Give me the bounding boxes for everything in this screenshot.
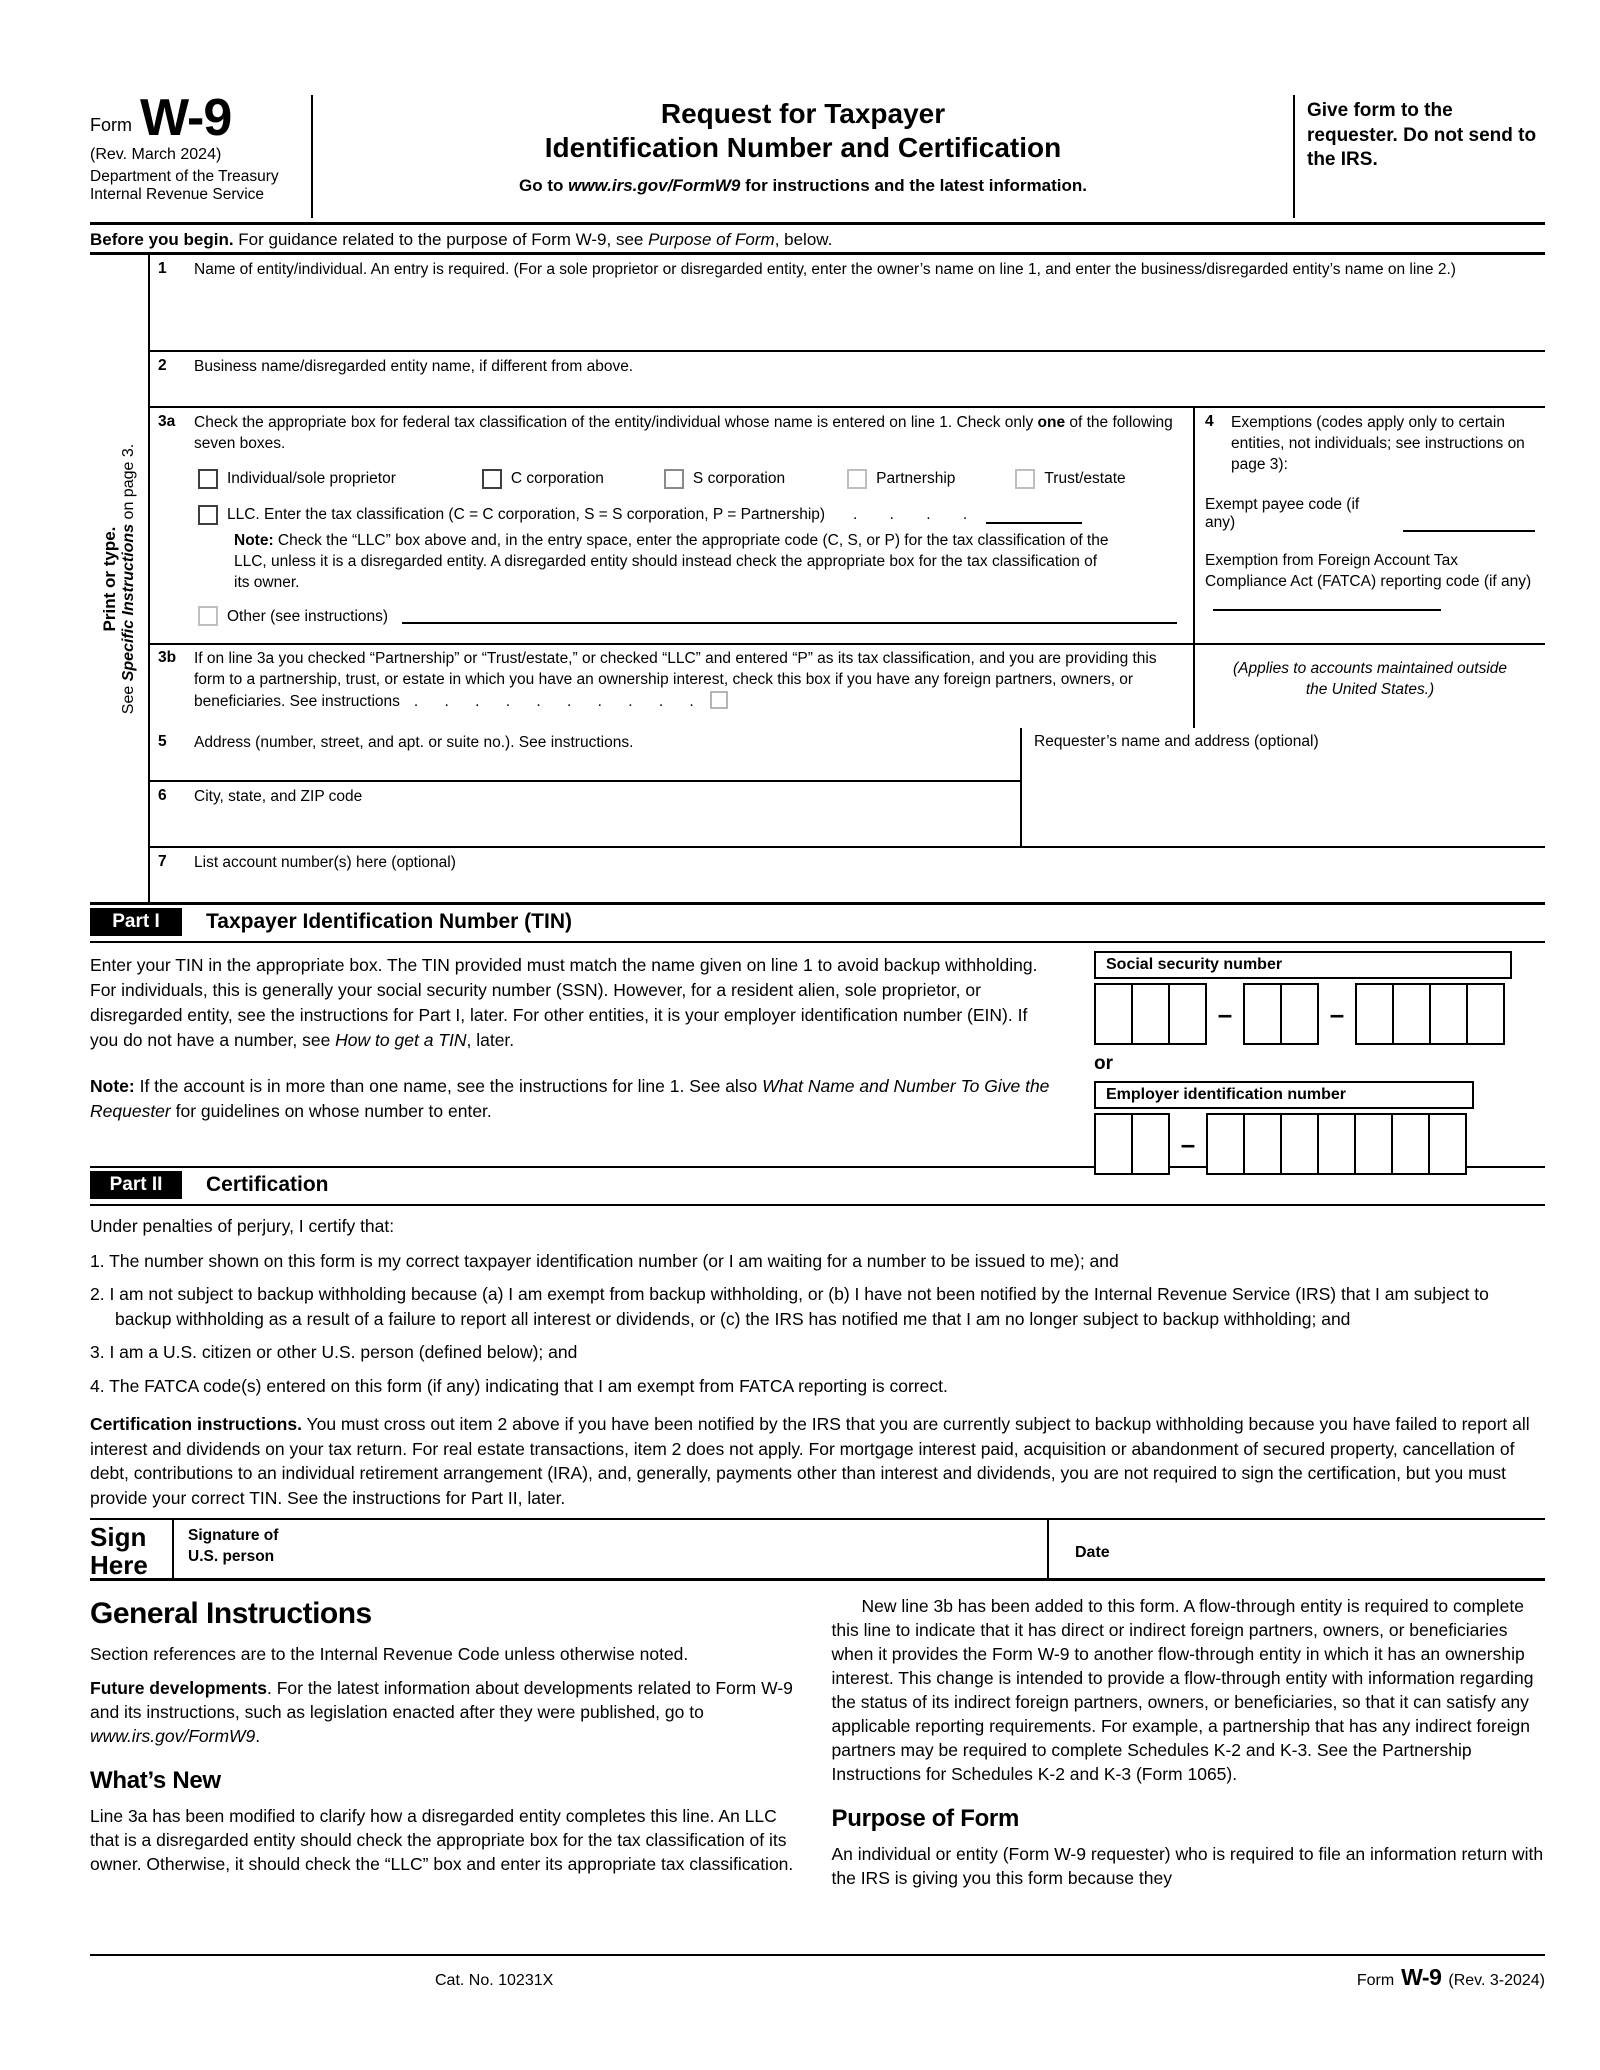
llc-note-text: Check the “LLC” box above and, in the entry space, enter the appropriate code (C, S, or P) for the tax classification of the LLC, unless it is a disregarded entity. A disregarded entity should instead check the appropriate box for the tax classification of its owner. bbox=[234, 531, 1109, 591]
department-label: Department of the Treasury bbox=[90, 167, 279, 185]
tin-instructions bbox=[90, 943, 1080, 1175]
sidebar-on-page: on page 3. bbox=[119, 443, 137, 524]
llc-label: LLC. Enter the tax classification (C = C corporation, S = S corporation, P = Partnership) bbox=[227, 505, 826, 523]
here-word: Here bbox=[90, 1550, 148, 1581]
general-instructions-heading: General Instructions bbox=[90, 1597, 372, 1630]
ssn-label-box: Social security number bbox=[1094, 951, 1512, 979]
llc-option-row bbox=[198, 505, 1183, 525]
certification-item-1: 1. The number shown on this form is my correct taxpayer identification number (or I am waiting for a number to be issued to me); and bbox=[90, 1250, 1119, 1271]
form-title-line1: Request for Taxpayer bbox=[660, 98, 946, 129]
line5-address-field[interactable] bbox=[150, 728, 1022, 782]
catalog-number: Cat. No. 10231X bbox=[435, 1972, 554, 1989]
print-or-type-label: Print or type. bbox=[100, 526, 120, 631]
other-option-row bbox=[198, 606, 1183, 626]
certification-instructions bbox=[90, 1412, 1545, 1510]
date-label: Date bbox=[1075, 1544, 1110, 1561]
fatca-row bbox=[1205, 550, 1535, 618]
line6-label: City, state, and ZIP code bbox=[194, 788, 363, 805]
fatca-label: Exemption from Foreign Account Tax Compliance Act (FATCA) reporting code (if any) bbox=[1205, 551, 1532, 591]
ssn-group2 bbox=[1243, 983, 1319, 1045]
line5-number: 5 bbox=[158, 733, 167, 750]
certification-item-3: 3. I am a U.S. citizen or other U.S. person (defined below); and bbox=[90, 1342, 578, 1362]
footer-form-revision: (Rev. 3-2024) bbox=[1448, 1972, 1545, 1989]
fatca-applies-note: (Applies to accounts maintained outside the United States.) bbox=[1233, 660, 1507, 698]
llc-note-bold: Note: bbox=[234, 531, 274, 549]
line1-number: 1 bbox=[158, 260, 167, 277]
footer-form-id bbox=[1357, 1964, 1545, 1991]
ein-group2 bbox=[1206, 1113, 1467, 1175]
before-you-begin-line bbox=[90, 225, 1545, 255]
certification-section bbox=[90, 1206, 1545, 1510]
tin-body-post: , later. bbox=[466, 1029, 515, 1050]
exempt-payee-label: Exempt payee code (if any) bbox=[1205, 495, 1360, 531]
purpose-of-form-paragraph: An individual or entity (Form W-9 requester) who is required to file an information return with the IRS is giving you this form because they bbox=[831, 1843, 1544, 1888]
future-developments-bold: Future developments bbox=[90, 1677, 267, 1698]
page-footer bbox=[90, 1954, 1545, 1991]
ssn-cell[interactable] bbox=[1280, 983, 1319, 1045]
tin-note-bold: Note: bbox=[90, 1076, 135, 1097]
checkbox-trust-estate[interactable] bbox=[1015, 469, 1035, 489]
checkbox-other[interactable] bbox=[198, 606, 218, 626]
footer-form-number: W-9 bbox=[1401, 1964, 1442, 1990]
certification-instructions-bold: Certification instructions. bbox=[90, 1414, 302, 1434]
certification-intro: Under penalties of perjury, I certify that: bbox=[90, 1216, 395, 1236]
line2-label: Business name/disregarded entity name, if different from above. bbox=[194, 358, 634, 375]
line3a-label bbox=[194, 413, 1183, 455]
tax-classification-options bbox=[198, 469, 1183, 489]
form-revision: (Rev. March 2024) bbox=[90, 145, 222, 163]
general-instructions-section bbox=[90, 1581, 1545, 1954]
line1-label: Name of entity/individual. An entry is required. (For a sole proprietor or disregarded entity, enter the owner’s name on line 1, and enter the business/disregarded entity’s name on line 2.) bbox=[194, 261, 1456, 278]
line3b-dot-leaders: . . . . . . . . . . bbox=[413, 692, 694, 710]
ein-cell[interactable] bbox=[1131, 1113, 1170, 1175]
option-label-trust-estate: Trust/estate bbox=[1044, 469, 1126, 487]
line3a-number: 3a bbox=[158, 413, 176, 430]
form-title-block bbox=[313, 95, 1293, 218]
box4-number: 4 bbox=[1205, 413, 1214, 430]
purpose-of-form-ref: Purpose of Form bbox=[648, 230, 775, 249]
print-or-type-sidebar bbox=[90, 255, 148, 902]
ssn-cell[interactable] bbox=[1355, 983, 1394, 1045]
llc-note bbox=[234, 531, 1114, 594]
form-number: W-9 bbox=[140, 89, 232, 147]
line5-label: Address (number, street, and apt. or suite no.). See instructions. bbox=[194, 734, 634, 751]
tin-note-pre: If the account is in more than one name, see the instructions for line 1. See also bbox=[134, 1076, 763, 1097]
ssn-group1 bbox=[1094, 983, 1207, 1045]
line7-number: 7 bbox=[158, 853, 167, 870]
line6-city-state-zip-field[interactable] bbox=[150, 782, 1022, 846]
sign-word: Sign bbox=[90, 1522, 147, 1552]
instructions-left-column bbox=[90, 1595, 804, 1954]
form-title-line2: Identification Number and Certification bbox=[544, 131, 1062, 163]
certification-item-4: 4. The FATCA code(s) entered on this form (if any) indicating that I am exempt from FATCA reporting is correct. bbox=[90, 1375, 948, 1396]
llc-dot-leaders: . . . . bbox=[853, 505, 969, 523]
option-label-c-corporation: C corporation bbox=[510, 469, 604, 487]
ein-cell[interactable] bbox=[1317, 1113, 1356, 1175]
ein-cell[interactable] bbox=[1391, 1113, 1430, 1175]
option-partnership bbox=[847, 469, 955, 489]
before-you-begin-post: , below. bbox=[774, 230, 833, 249]
us-person-label: U.S. person bbox=[188, 1547, 275, 1565]
option-s-corporation bbox=[664, 469, 785, 489]
what-name-ref: What Name and Number To Give the Requester bbox=[90, 1076, 1050, 1122]
sidebar-rotated-text bbox=[100, 259, 138, 899]
form-fields-body bbox=[148, 255, 1545, 902]
line3a-tax-classification-cell bbox=[150, 408, 1195, 645]
line7-account-numbers-field[interactable] bbox=[150, 848, 1545, 907]
checkbox-s-corporation[interactable] bbox=[664, 469, 684, 489]
option-c-corporation bbox=[482, 469, 604, 489]
future-developments-post: . bbox=[255, 1725, 261, 1746]
ein-cell[interactable] bbox=[1428, 1113, 1467, 1175]
tin-section bbox=[90, 943, 1545, 1168]
option-label-partnership: Partnership bbox=[876, 469, 956, 487]
date-field[interactable] bbox=[1047, 1520, 1545, 1578]
line1-name-field[interactable] bbox=[150, 255, 1545, 352]
form-subtitle bbox=[329, 176, 1277, 196]
certification-instructions-text: You must cross out item 2 above if you have been notified by the IRS that you are currently subject to backup withholding because you have failed to report all interest and dividends on your tax return. For real estate transactions, item 2 does not apply. For mortgage interest paid, acquisition or abandonment of secured property, cancellation of debt, contributions to an individual retirement arrangement (IRA), and, generally, payments other than interest and dividends, you are not required to sign the certification, but you must provide your correct TIN. See the instructions for Part II, later. bbox=[90, 1414, 1530, 1508]
ein-cell[interactable] bbox=[1280, 1113, 1319, 1175]
section-references-paragraph: Section references are to the Internal Revenue Code unless otherwise noted. bbox=[90, 1644, 689, 1664]
box4-exemptions-cell bbox=[1195, 408, 1545, 645]
exempt-payee-code-entry[interactable] bbox=[1403, 514, 1535, 532]
ein-cell[interactable] bbox=[1206, 1113, 1245, 1175]
subtitle-post: for instructions and the latest information. bbox=[740, 176, 1087, 196]
option-trust-estate bbox=[1015, 469, 1125, 489]
tin-note-post: for guidelines on whose number to enter. bbox=[170, 1101, 492, 1122]
other-entry[interactable] bbox=[402, 608, 1177, 624]
future-developments-text: . For the latest information about developments related to Form W-9 and its instructions, such as legislation enacted after they were published, go to bbox=[90, 1677, 793, 1722]
checkbox-foreign-partners[interactable] bbox=[710, 691, 728, 709]
line3b-label bbox=[194, 649, 1183, 713]
instructions-right-column bbox=[832, 1595, 1546, 1954]
new-line3b-paragraph: New line 3b has been added to this form. A flow-through entity is required to complete this line to indicate that it has direct or indirect foreign partners, owners, or beneficiaries when it provides the Form W-9 to another flow-through entity in which it has an ownership interest. This change is intended to provide a flow-through entity with information regarding the status of its indirect foreign partners, owners, or beneficiaries, so that it can satisfy any applicable reporting requirements. For example, a partnership that has any indirect foreign partners may be required to complete Schedules K-2 and K-3. See the Partnership Instructions for Schedules K-2 and K-3 (Form 1065). bbox=[831, 1596, 1534, 1784]
checkbox-llc[interactable] bbox=[198, 505, 218, 525]
sidebar-see: See bbox=[119, 680, 137, 714]
requester-name-address-field[interactable] bbox=[1022, 728, 1545, 846]
part2-label: Part II bbox=[90, 1171, 182, 1199]
requester-label: Requester’s name and address (optional) bbox=[1034, 733, 1319, 750]
other-label: Other (see instructions) bbox=[227, 607, 389, 625]
option-label-individual: Individual/sole proprietor bbox=[227, 469, 396, 487]
before-you-begin-bold: Before you begin. bbox=[90, 230, 234, 249]
ein-cell[interactable] bbox=[1354, 1113, 1393, 1175]
line3a-label-pre: Check the appropriate box for federal tax classification of the entity/individual whose name is entered on line 1. Check only bbox=[194, 414, 1038, 431]
signature-of-label: Signature of bbox=[188, 1527, 279, 1544]
irs-url: www.irs.gov/FormW9 bbox=[568, 176, 741, 196]
line3a-label-post: of the following seven boxes. bbox=[194, 414, 1173, 452]
give-form-note: Give form to the requester. Do not send to the IRS. bbox=[1293, 95, 1545, 218]
line3a-modified-paragraph: Line 3a has been modified to clarify how a disregarded entity completes this line. An LLC that is a disregarded entity should check the appropriate box for the tax classification of its owner. Otherwise, it should check the “LLC” box and enter its appropriate tax classification. bbox=[90, 1805, 794, 1874]
sign-here-label bbox=[90, 1520, 172, 1581]
form-word: Form bbox=[90, 114, 132, 135]
how-to-get-tin-ref: How to get a TIN bbox=[335, 1029, 467, 1050]
ssn-cell[interactable] bbox=[1094, 983, 1133, 1045]
exempt-payee-row bbox=[1205, 496, 1535, 532]
certification-item-2: 2. I am not subject to backup withholding because (a) I am exempt from backup withholding, or (b) I have not been notified by the Internal Revenue Service (IRS) that I am subject to backup withholding as a result of a failure to report all interest or dividends, or (c) the IRS has notified me that I am no longer subject to backup withholding; and bbox=[90, 1284, 1489, 1329]
line2-business-name-field[interactable] bbox=[150, 352, 1545, 408]
ssn-cell[interactable] bbox=[1131, 983, 1170, 1045]
purpose-of-form-heading: Purpose of Form bbox=[831, 1804, 1020, 1832]
llc-tax-code-entry[interactable] bbox=[986, 506, 1082, 524]
option-label-s-corporation: S corporation bbox=[692, 469, 786, 487]
line3b-foreign-partners-cell bbox=[150, 645, 1195, 728]
box4-label: Exemptions (codes apply only to certain entities, not individuals; see instructions on page 3): bbox=[1231, 414, 1525, 473]
option-individual-sole-proprietor bbox=[198, 469, 396, 489]
checkbox-individual-sole-proprietor[interactable] bbox=[198, 469, 218, 489]
tin-paragraph bbox=[90, 953, 1056, 1052]
see-specific-instructions-label bbox=[120, 259, 138, 899]
form-id-block bbox=[90, 89, 313, 218]
signature-field[interactable] bbox=[172, 1520, 1047, 1578]
ssn-cell[interactable] bbox=[1392, 983, 1431, 1045]
ein-cell[interactable] bbox=[1094, 1113, 1133, 1175]
tin-entry-area bbox=[1080, 943, 1545, 1175]
line6-number: 6 bbox=[158, 787, 167, 804]
ein-cells bbox=[1094, 1113, 1545, 1175]
ein-cell[interactable] bbox=[1243, 1113, 1282, 1175]
fatca-code-entry[interactable] bbox=[1213, 593, 1441, 611]
line7-label: List account number(s) here (optional) bbox=[194, 854, 456, 871]
signature-row bbox=[90, 1518, 1545, 1581]
agency-label: Internal Revenue Service bbox=[90, 185, 265, 203]
address-requester-grid bbox=[150, 728, 1545, 848]
line3b-text: If on line 3a you checked “Partnership” or “Trust/estate,” or checked “LLC” and entered “P” as its tax classification, and you are providing this form to a partnership, trust, or estate in which you have an ownership interest, check this box if you have any foreign partners, owners, or beneficiaries. See instructions bbox=[194, 650, 1157, 710]
line2-number: 2 bbox=[158, 357, 167, 374]
form-header bbox=[90, 89, 1545, 225]
future-developments-url: www.irs.gov/FormW9 bbox=[90, 1725, 256, 1746]
ssn-cells bbox=[1094, 983, 1545, 1045]
line3a-label-one: one bbox=[1037, 414, 1066, 431]
checkbox-c-corporation[interactable] bbox=[482, 469, 502, 489]
part1-label: Part I bbox=[90, 908, 182, 936]
tin-body-pre: Enter your TIN in the appropriate box. The TIN provided must match the name given on line 1 to avoid backup withholding. For individuals, this is generally your social security number (SSN). However, for a resident alien, sole proprietor, or disregarded entity, see the instructions for Part I, later. For other entities, it is your employer identification number (EIN). If you do not have a number, see bbox=[90, 955, 1038, 1050]
ein-label-box: Employer identification number bbox=[1094, 1081, 1474, 1109]
form-title bbox=[329, 97, 1277, 164]
or-label: or bbox=[1094, 1053, 1113, 1074]
part2-title: Certification bbox=[206, 1173, 329, 1196]
ssn-cell[interactable] bbox=[1243, 983, 1282, 1045]
ssn-cell[interactable] bbox=[1466, 983, 1505, 1045]
ssn-cell[interactable] bbox=[1168, 983, 1207, 1045]
ssn-group3 bbox=[1355, 983, 1505, 1045]
whats-new-heading: What’s New bbox=[90, 1766, 221, 1794]
sidebar-specific-instructions: Specific Instructions bbox=[119, 523, 137, 681]
tin-note bbox=[90, 1074, 1056, 1124]
line3-and-exemptions-grid bbox=[150, 408, 1545, 728]
part1-header-bar bbox=[90, 905, 1545, 943]
ein-dash: – bbox=[1180, 1128, 1196, 1159]
before-you-begin-pre: For guidance related to the purpose of Form W-9, see bbox=[233, 230, 649, 249]
ein-group1 bbox=[1094, 1113, 1170, 1175]
checkbox-partnership[interactable] bbox=[847, 469, 867, 489]
ssn-dash: – bbox=[1329, 998, 1345, 1029]
footer-form-word: Form bbox=[1356, 1972, 1395, 1989]
part1-title: Taxpayer Identification Number (TIN) bbox=[206, 910, 572, 933]
subtitle-pre: Go to bbox=[519, 176, 569, 196]
ssn-cell[interactable] bbox=[1429, 983, 1468, 1045]
line3b-number: 3b bbox=[158, 649, 177, 666]
form-fields-table bbox=[90, 255, 1545, 905]
future-developments-paragraph bbox=[90, 1677, 804, 1749]
ssn-dash: – bbox=[1217, 998, 1233, 1029]
